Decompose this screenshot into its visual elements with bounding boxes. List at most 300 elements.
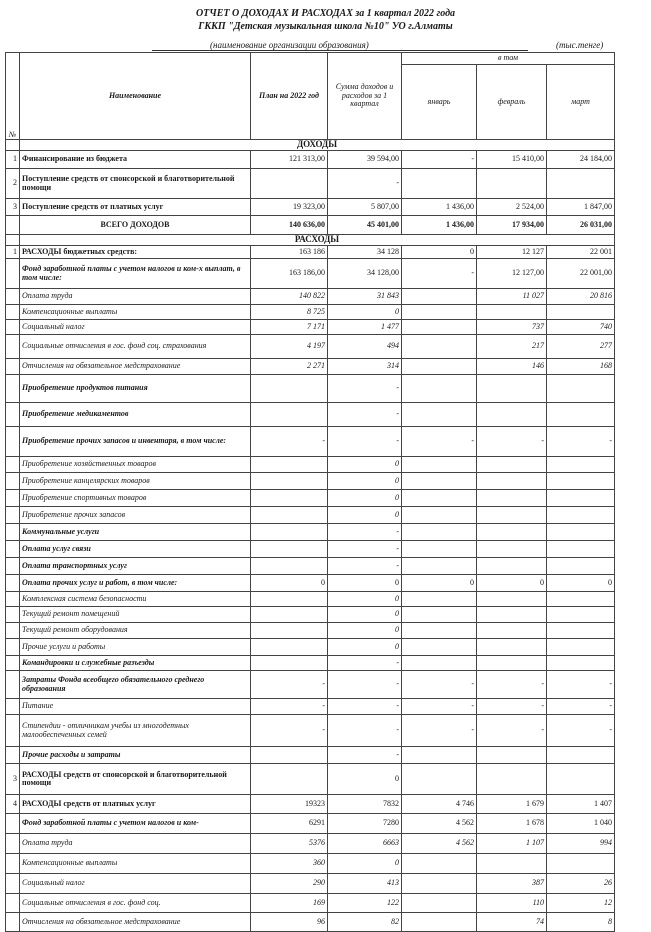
february-value: 11 027 (477, 289, 547, 305)
table-row (6, 607, 615, 623)
march-value (547, 656, 615, 671)
january-value (402, 607, 477, 623)
february-value: - (477, 427, 547, 457)
january-value: - (402, 259, 477, 289)
row-name: Социальные отчисления в гос. фонд соц. страхования (20, 335, 251, 359)
report-title: ОТЧЕТ О ДОХОДАХ И РАСХОДАХ за 1 квартал 2022 года (195, 8, 456, 19)
plan-value (251, 490, 328, 507)
table-row (6, 259, 615, 289)
plan-value: 19 323,00 (251, 199, 328, 216)
quarter-sum-value: - (328, 747, 402, 764)
row-name: Приобретение хозяйственных товаров (20, 457, 251, 473)
table-row (6, 874, 615, 894)
january-value (402, 874, 477, 894)
row-name: Оплата транспортных услуг (20, 558, 251, 575)
march-value: 20 816 (547, 289, 615, 305)
row-name: Социальные отчисления в гос. фонд соц. (20, 894, 251, 913)
table-row (6, 359, 615, 375)
january-value: - (402, 151, 477, 169)
february-value (477, 524, 547, 541)
row-number (6, 427, 20, 457)
row-number (6, 473, 20, 490)
caption-underline (152, 50, 528, 51)
organization-title: ГККП "Детская музыкальная школа №10" УО г.Алматы (198, 21, 453, 32)
row-name: Текущий ремонт помещений (20, 607, 251, 623)
quarter-sum-value: - (328, 403, 402, 427)
february-value (477, 403, 547, 427)
february-value (477, 558, 547, 575)
section-title: ДОХОДЫ (20, 140, 615, 151)
january-value: 4 746 (402, 795, 477, 814)
march-value: 1 040 (547, 814, 615, 834)
row-name: РАСХОДЫ средств от спонсорской и благотворительной помощи (20, 764, 251, 795)
plan-value: 5376 (251, 834, 328, 854)
march-value (547, 541, 615, 558)
february-value (477, 592, 547, 607)
plan-value: 121 313,00 (251, 151, 328, 169)
header-february: февраль (477, 65, 547, 140)
header-name: Наименование (20, 53, 251, 140)
quarter-sum-value: 0 (328, 457, 402, 473)
february-value: 12 127,00 (477, 259, 547, 289)
january-value (402, 457, 477, 473)
plan-value: 360 (251, 854, 328, 874)
january-value (402, 359, 477, 375)
plan-value: 163 186,00 (251, 259, 328, 289)
table-row (6, 592, 615, 607)
quarter-sum-value: 0 (328, 473, 402, 490)
table-row (6, 335, 615, 359)
march-value: 26 (547, 874, 615, 894)
row-number: 1 (6, 151, 20, 169)
table-row (6, 457, 615, 473)
row-number (6, 575, 20, 592)
table-row (6, 289, 615, 305)
quarter-sum-value: - (328, 169, 402, 199)
january-value (402, 507, 477, 524)
row-number (6, 623, 20, 639)
march-value: 994 (547, 834, 615, 854)
row-number (6, 375, 20, 403)
march-value (547, 592, 615, 607)
row-number (6, 289, 20, 305)
row-name: Компенсационные выплаты (20, 305, 251, 320)
march-value (547, 473, 615, 490)
row-name: Оплата прочих услуг и работ, в том числе: (20, 575, 251, 592)
quarter-sum-value: 34 128 (328, 246, 402, 259)
plan-value: 6291 (251, 814, 328, 834)
table-row (6, 199, 615, 216)
plan-value: 96 (251, 913, 328, 932)
march-value: 26 031,00 (547, 216, 615, 235)
january-value (402, 335, 477, 359)
row-number (6, 639, 20, 656)
quarter-sum-value: 82 (328, 913, 402, 932)
quarter-sum-value: 0 (328, 854, 402, 874)
january-value: 4 562 (402, 834, 477, 854)
march-value (547, 403, 615, 427)
plan-value: 140 822 (251, 289, 328, 305)
january-value (402, 305, 477, 320)
quarter-sum-value: - (328, 541, 402, 558)
row-name: Коммунальные услуги (20, 524, 251, 541)
january-value: - (402, 427, 477, 457)
row-name: Компенсационные выплаты (20, 854, 251, 874)
march-value (547, 639, 615, 656)
row-number (6, 541, 20, 558)
january-value (402, 490, 477, 507)
row-name: Социальный налог (20, 320, 251, 335)
row-name: Приобретение медикаментов (20, 403, 251, 427)
table-row (6, 913, 615, 932)
income-total-row (6, 216, 615, 235)
january-value (402, 764, 477, 795)
row-name: Социальный налог (20, 874, 251, 894)
quarter-sum-value: - (328, 699, 402, 715)
row-name: Приобретение прочих запасов и инвентаря, в том числе: (20, 427, 251, 457)
row-number (6, 671, 20, 699)
quarter-sum-value: 7832 (328, 795, 402, 814)
row-name: Поступление средств от платных услуг (20, 199, 251, 216)
quarter-sum-value: 314 (328, 359, 402, 375)
row-number (6, 874, 20, 894)
february-value: 387 (477, 874, 547, 894)
january-value (402, 473, 477, 490)
february-value: 2 524,00 (477, 199, 547, 216)
february-value (477, 639, 547, 656)
quarter-sum-value: 5 807,00 (328, 199, 402, 216)
february-value: 217 (477, 335, 547, 359)
february-value: 15 410,00 (477, 151, 547, 169)
table-row (6, 764, 615, 795)
row-number (6, 216, 20, 235)
table-row (6, 375, 615, 403)
march-value: 168 (547, 359, 615, 375)
quarter-sum-value: 0 (328, 639, 402, 656)
table-row (6, 320, 615, 335)
february-value (477, 490, 547, 507)
january-value: 0 (402, 246, 477, 259)
currency-note: (тыс.тенге) (556, 40, 604, 50)
row-number (6, 656, 20, 671)
february-value (477, 457, 547, 473)
march-value (547, 607, 615, 623)
row-number (6, 490, 20, 507)
january-value: - (402, 671, 477, 699)
february-value (477, 541, 547, 558)
march-value: 740 (547, 320, 615, 335)
january-value: 1 436,00 (402, 216, 477, 235)
table-row (6, 305, 615, 320)
january-value (402, 524, 477, 541)
quarter-sum-value: 0 (328, 607, 402, 623)
row-name: Отчисления на обязательное медстрахование (20, 359, 251, 375)
quarter-sum-value: 0 (328, 507, 402, 524)
row-name: РАСХОДЫ бюджетных средств: (20, 246, 251, 259)
row-name: Прочие расходы и затраты (20, 747, 251, 764)
january-value: 0 (402, 575, 477, 592)
plan-value (251, 656, 328, 671)
plan-value: - (251, 427, 328, 457)
january-value (402, 894, 477, 913)
header-no: № (6, 53, 20, 140)
quarter-sum-value: - (328, 715, 402, 747)
plan-value: 8 725 (251, 305, 328, 320)
quarter-sum-value: - (328, 656, 402, 671)
february-value (477, 854, 547, 874)
table-row (6, 715, 615, 747)
row-name: Оплата труда (20, 289, 251, 305)
february-value (477, 305, 547, 320)
row-number (6, 320, 20, 335)
table-row (6, 639, 615, 656)
row-name: Комплексная система безопасности (20, 592, 251, 607)
table-row (6, 558, 615, 575)
january-value (402, 320, 477, 335)
quarter-sum-value: 413 (328, 874, 402, 894)
january-value: - (402, 715, 477, 747)
row-name: Отчисления на обязательное медстрахование (20, 913, 251, 932)
table-row (6, 671, 615, 699)
february-value: 1 107 (477, 834, 547, 854)
february-value (477, 656, 547, 671)
table-row (6, 894, 615, 913)
header-sum: Сумма доходов и расходов за 1 квартал (328, 53, 402, 140)
january-value (402, 639, 477, 656)
table-row (6, 699, 615, 715)
plan-value: 163 186 (251, 246, 328, 259)
row-number (6, 592, 20, 607)
quarter-sum-value: 0 (328, 592, 402, 607)
february-value: - (477, 715, 547, 747)
table-row (6, 169, 615, 199)
march-value: 8 (547, 913, 615, 932)
row-number: 3 (6, 199, 20, 216)
february-value (477, 623, 547, 639)
plan-value (251, 457, 328, 473)
quarter-sum-value: - (328, 558, 402, 575)
quarter-sum-value: 1 477 (328, 320, 402, 335)
february-value (477, 375, 547, 403)
february-value: - (477, 671, 547, 699)
february-value (477, 507, 547, 524)
quarter-sum-value: 0 (328, 490, 402, 507)
february-value: 74 (477, 913, 547, 932)
march-value: 24 184,00 (547, 151, 615, 169)
plan-value (251, 403, 328, 427)
march-value: - (547, 699, 615, 715)
march-value: 22 001,00 (547, 259, 615, 289)
march-value: - (547, 715, 615, 747)
february-value (477, 747, 547, 764)
row-number (6, 524, 20, 541)
january-value (402, 913, 477, 932)
row-number (6, 747, 20, 764)
february-value: 0 (477, 575, 547, 592)
table-row (6, 427, 615, 457)
march-value (547, 623, 615, 639)
row-number: 4 (6, 795, 20, 814)
table-row (6, 656, 615, 671)
row-name: Приобретение спортивных товаров (20, 490, 251, 507)
row-name: Поступление средств от спонсорской и благотворительной помощи (20, 169, 251, 199)
march-value: - (547, 671, 615, 699)
table-row (6, 814, 615, 834)
table-row (6, 623, 615, 639)
march-value: 1 407 (547, 795, 615, 814)
quarter-sum-value: - (328, 375, 402, 403)
quarter-sum-value: 0 (328, 764, 402, 795)
march-value: 0 (547, 575, 615, 592)
february-value: 1 679 (477, 795, 547, 814)
plan-value: 7 171 (251, 320, 328, 335)
march-value: 277 (547, 335, 615, 359)
march-value (547, 747, 615, 764)
january-value (402, 169, 477, 199)
row-number (6, 894, 20, 913)
row-name: Оплата труда (20, 834, 251, 854)
quarter-sum-value: 494 (328, 335, 402, 359)
table-row (6, 795, 615, 814)
plan-value (251, 607, 328, 623)
row-number (6, 457, 20, 473)
row-number (6, 140, 20, 151)
march-value (547, 490, 615, 507)
plan-value (251, 507, 328, 524)
plan-value (251, 524, 328, 541)
january-value: 4 562 (402, 814, 477, 834)
row-name: Приобретение прочих запасов (20, 507, 251, 524)
january-value (402, 403, 477, 427)
row-name: Питание (20, 699, 251, 715)
plan-value: - (251, 715, 328, 747)
table-row (6, 490, 615, 507)
row-number (6, 305, 20, 320)
header-plan: План на 2022 год (251, 53, 328, 140)
section-title: РАСХОДЫ (20, 235, 615, 246)
plan-value: 4 197 (251, 335, 328, 359)
row-name: Фонд заработной платы с учетом налогов и ком-х выплат, в том числе: (20, 259, 251, 289)
january-value: 1 436,00 (402, 199, 477, 216)
march-value (547, 558, 615, 575)
january-value (402, 375, 477, 403)
row-number (6, 834, 20, 854)
row-number (6, 814, 20, 834)
quarter-sum-value: 122 (328, 894, 402, 913)
january-value (402, 656, 477, 671)
march-value (547, 169, 615, 199)
row-name: Прочие услуги и работы (20, 639, 251, 656)
table-row (6, 541, 615, 558)
row-name: Затраты Фонда всеобщего обязательного среднего образования (20, 671, 251, 699)
income-section-header (6, 140, 615, 151)
table-row (6, 151, 615, 169)
january-value (402, 854, 477, 874)
quarter-sum-value: 45 401,00 (328, 216, 402, 235)
plan-value: - (251, 699, 328, 715)
table-row (6, 575, 615, 592)
march-value: 12 (547, 894, 615, 913)
row-number (6, 913, 20, 932)
quarter-sum-value: 39 594,00 (328, 151, 402, 169)
row-name: Приобретение продуктов питания (20, 375, 251, 403)
table-row (6, 854, 615, 874)
quarter-sum-value: - (328, 671, 402, 699)
march-value (547, 854, 615, 874)
march-value (547, 507, 615, 524)
row-name: Командировки и служебные разъезды (20, 656, 251, 671)
january-value: - (402, 699, 477, 715)
report-table (5, 52, 615, 932)
quarter-sum-value: 31 843 (328, 289, 402, 305)
table-row (6, 473, 615, 490)
row-name: Фонд заработной платы с учетом налогов и ком- (20, 814, 251, 834)
header-march: март (547, 65, 615, 140)
february-value: 110 (477, 894, 547, 913)
row-number (6, 558, 20, 575)
table-row (6, 524, 615, 541)
january-value (402, 541, 477, 558)
quarter-sum-value: 0 (328, 623, 402, 639)
row-number (6, 259, 20, 289)
table-row (6, 747, 615, 764)
table-row (6, 507, 615, 524)
row-name: Стипендии - отличникам учебы из многодетных малообеспеченных семей (20, 715, 251, 747)
row-name: ВСЕГО ДОХОДОВ (20, 216, 251, 235)
march-value (547, 457, 615, 473)
january-value (402, 747, 477, 764)
row-name: Оплата услуг связи (20, 541, 251, 558)
row-name: РАСХОДЫ средств от платных услуг (20, 795, 251, 814)
plan-value (251, 541, 328, 558)
plan-value: - (251, 671, 328, 699)
row-number: 1 (6, 246, 20, 259)
row-number (6, 235, 20, 246)
march-value (547, 524, 615, 541)
row-number (6, 715, 20, 747)
quarter-sum-value: 6663 (328, 834, 402, 854)
header-in-that: в том (402, 53, 615, 65)
row-number (6, 699, 20, 715)
row-name: Текущий ремонт оборудования (20, 623, 251, 639)
row-number (6, 403, 20, 427)
february-value (477, 473, 547, 490)
january-value (402, 592, 477, 607)
february-value (477, 607, 547, 623)
plan-value (251, 473, 328, 490)
january-value (402, 623, 477, 639)
table-row (6, 403, 615, 427)
expense-section-header (6, 235, 615, 246)
row-number: 3 (6, 764, 20, 795)
plan-value: 19323 (251, 795, 328, 814)
march-value: - (547, 427, 615, 457)
header-january: январь (402, 65, 477, 140)
february-value: 17 934,00 (477, 216, 547, 235)
february-value: 737 (477, 320, 547, 335)
february-value: - (477, 699, 547, 715)
march-value: 1 847,00 (547, 199, 615, 216)
plan-value: 169 (251, 894, 328, 913)
row-number: 2 (6, 169, 20, 199)
plan-value: 140 636,00 (251, 216, 328, 235)
march-value (547, 375, 615, 403)
march-value: 22 001 (547, 246, 615, 259)
march-value (547, 764, 615, 795)
plan-value (251, 592, 328, 607)
row-number (6, 507, 20, 524)
quarter-sum-value: - (328, 427, 402, 457)
